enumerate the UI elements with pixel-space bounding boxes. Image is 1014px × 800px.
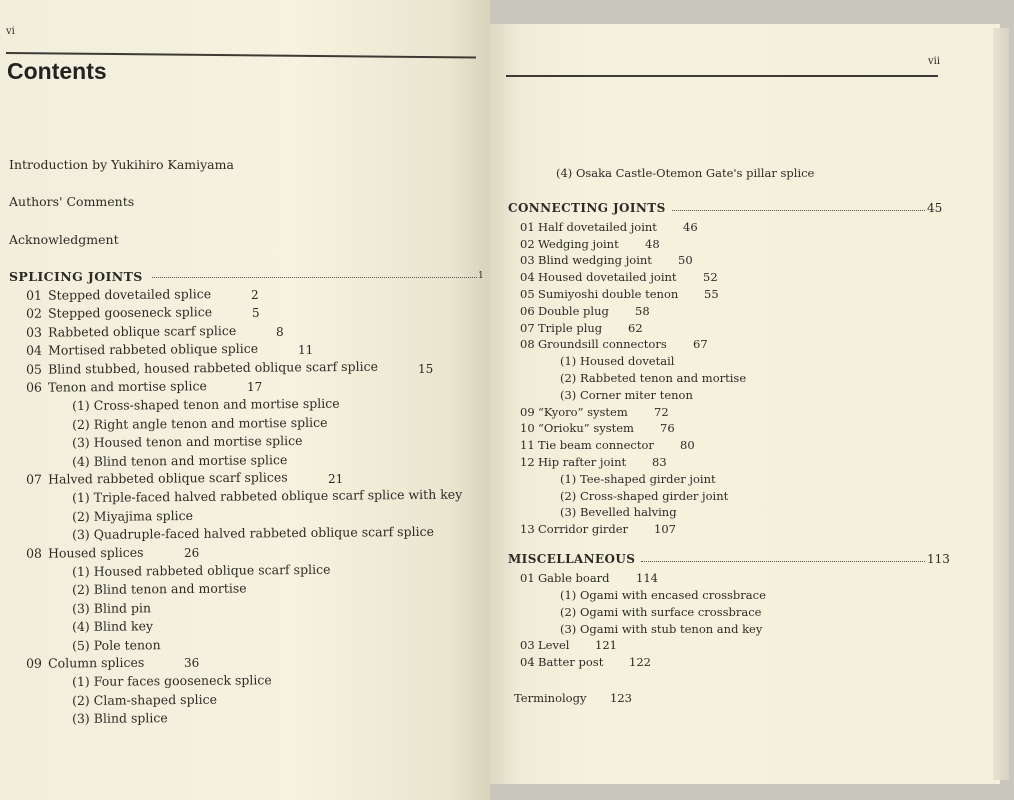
item-label: Groundsill connectors [538, 337, 667, 352]
folio-left: vi [6, 26, 15, 37]
continuation-entry: (4) Osaka Castle-Otemon Gate's pillar splice [556, 166, 815, 180]
item-label: Triple plug [538, 320, 603, 335]
item-page: 80 [680, 438, 695, 453]
item-number: 04 [25, 342, 43, 358]
item-number: 06 [25, 379, 43, 395]
sub-item: (1) Housed rabbeted oblique scarf splice [72, 561, 331, 579]
item-number: 05 [25, 361, 43, 377]
sub-item: (4) Blind key [72, 618, 154, 635]
item-number: 03 [520, 253, 535, 268]
sub-item: (3) Blind pin [72, 600, 152, 616]
section-page: 1 [478, 271, 484, 281]
item-page: 8 [276, 324, 284, 339]
left-page [0, 0, 490, 800]
item-label: Housed dovetailed joint [538, 270, 677, 285]
item-number: 13 [520, 522, 535, 537]
item-page: 122 [629, 655, 651, 670]
sub-item: (1) Cross-shaped tenon and mortise splice [72, 396, 340, 414]
sub-item: (2) Blind tenon and mortise [72, 580, 247, 598]
item-number: 10 [520, 421, 535, 436]
sub-item: (3) Quadruple-faced halved rabbeted oblique scarf splice [72, 524, 435, 543]
sub-item: (1) Triple-faced halved rabbeted oblique scarf splice with key [72, 486, 463, 506]
section-leader [152, 277, 477, 278]
page-edge [993, 28, 1009, 780]
sub-item: (2) Ogami with surface crossbrace [560, 604, 762, 619]
item-number: 12 [520, 455, 535, 469]
item-label: Blind stubbed, housed rabbeted oblique scarf splice [47, 358, 379, 377]
item-page: 2 [251, 288, 259, 302]
item-label: Blind wedging joint [538, 253, 652, 268]
right-page [490, 24, 1000, 784]
item-page: 83 [652, 455, 667, 469]
section-page: 45 [927, 201, 943, 215]
item-page: 5 [252, 306, 260, 321]
sub-item: (3) Corner miter tenon [560, 387, 693, 402]
item-page: 52 [703, 270, 718, 285]
section-leader [672, 210, 925, 211]
item-page: 67 [693, 337, 708, 352]
item-page: 72 [654, 404, 669, 419]
sub-item: (1) Ogami with encased crossbrace [560, 588, 766, 603]
page-title: Contents [7, 58, 107, 84]
item-number: 07 [520, 320, 535, 335]
item-label: Stepped gooseneck splice [47, 304, 213, 321]
section-title-splicing-joints: SPLICING JOINTS [9, 269, 143, 284]
item-number: 01 [25, 287, 43, 303]
item-label: Tie beam connector [538, 438, 654, 453]
item-page: 26 [184, 545, 200, 560]
item-number: 09 [520, 404, 535, 419]
item-label: Double plug [538, 303, 609, 318]
item-label: Gable board [538, 571, 610, 586]
item-label: Sumiyoshi double tenon [538, 287, 679, 301]
item-number: 11 [520, 438, 535, 453]
item-label: Hip rafter joint [538, 455, 627, 469]
item-page: 17 [247, 380, 263, 394]
item-label: Corridor girder [538, 522, 629, 537]
item-page: 62 [628, 320, 643, 335]
item-number: 06 [520, 303, 535, 318]
item-number: 08 [25, 545, 43, 561]
item-number: 02 [520, 236, 535, 251]
item-page: 36 [184, 656, 200, 670]
sub-item: (4) Blind tenon and mortise splice [72, 451, 288, 469]
item-label: Wedging joint [538, 236, 619, 251]
item-page: 15 [418, 361, 434, 376]
item-page: 114 [636, 571, 658, 586]
item-number: 08 [520, 337, 535, 352]
item-label: Level [538, 638, 570, 653]
sub-item: (2) Cross-shaped girder joint [560, 488, 729, 503]
terminology-page: 123 [610, 691, 632, 706]
item-page: 107 [654, 522, 676, 537]
item-label: Mortised rabbeted oblique splice [47, 340, 259, 358]
front-matter-acknowledgment: Acknowledgment [9, 232, 119, 247]
header-rule-right [506, 75, 938, 77]
item-number: 03 [520, 638, 535, 653]
item-page: 76 [660, 421, 675, 436]
sub-item: (3) Housed tenon and mortise splice [72, 433, 303, 451]
item-page: 58 [635, 303, 650, 318]
item-number: 03 [25, 324, 43, 340]
item-label: “Orioku” system [538, 421, 634, 436]
section-title: CONNECTING JOINTS [508, 201, 666, 215]
item-label: “Kyoro” system [538, 404, 628, 419]
section-page: 113 [927, 552, 950, 567]
item-number: 09 [25, 655, 43, 671]
item-page: 21 [328, 472, 344, 486]
item-label: Rabbeted oblique scarf splice [47, 322, 237, 340]
item-number: 01 [520, 571, 535, 586]
item-page: 48 [645, 236, 660, 251]
sub-item: (3) Bevelled halving [560, 505, 677, 520]
item-page: 50 [678, 253, 693, 268]
sub-item: (2) Miyajima splice [72, 507, 194, 524]
sub-item: (5) Pole tenon [72, 636, 161, 653]
item-number: 01 [520, 219, 535, 234]
terminology-label: Terminology [514, 691, 587, 706]
section-leader [641, 561, 925, 562]
item-label: Halved rabbeted oblique scarf splices [47, 469, 288, 487]
item-label: Housed splices [47, 544, 144, 561]
sub-item: (2) Right angle tenon and mortise splice [72, 414, 328, 432]
item-label: Batter post [538, 655, 604, 670]
sub-item: (1) Tee-shaped girder joint [560, 471, 716, 486]
item-number: 04 [520, 655, 535, 670]
item-page: 121 [595, 638, 617, 653]
item-label: Tenon and mortise splice [47, 378, 207, 395]
sub-item: (1) Four faces gooseneck splice [72, 672, 272, 690]
item-label: Stepped dovetailed splice [47, 286, 212, 303]
section-title: MISCELLANEOUS [508, 552, 636, 567]
sub-item: (2) Rabbeted tenon and mortise [560, 371, 747, 385]
item-page: 46 [683, 219, 698, 234]
sub-item: (3) Blind splice [72, 710, 168, 727]
sub-item: (1) Housed dovetail [560, 354, 675, 369]
sub-item: (2) Clam-shaped splice [72, 691, 218, 708]
item-number: 02 [25, 306, 43, 322]
front-matter-authors-comments: Authors' Comments [9, 194, 135, 209]
item-page: 11 [298, 343, 314, 358]
item-number: 05 [520, 287, 535, 301]
front-matter-introduction: Introduction by Yukihiro Kamiyama [9, 157, 234, 172]
item-number: 07 [25, 471, 43, 487]
item-page: 55 [704, 287, 719, 301]
item-label: Column splices [47, 654, 145, 671]
item-label: Half dovetailed joint [538, 219, 657, 234]
sub-item: (3) Ogami with stub tenon and key [560, 621, 763, 636]
folio-right: vii [928, 56, 941, 67]
item-number: 04 [520, 270, 535, 285]
